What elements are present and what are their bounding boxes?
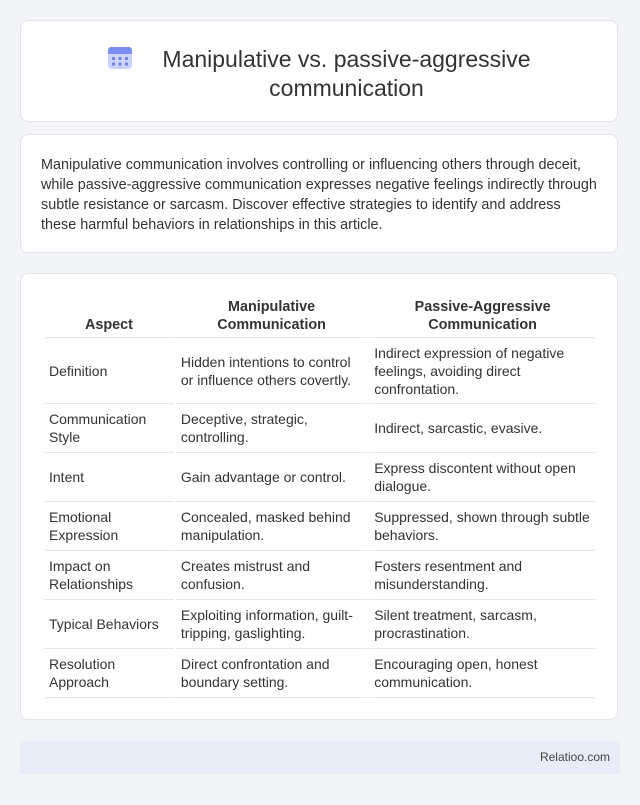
aspect-cell: Communication Style: [44, 404, 174, 453]
passive-aggressive-cell: Express discontent without open dialogue.: [369, 453, 596, 502]
intro-card: [20, 134, 618, 253]
aspect-cell: Impact on Relationships: [44, 551, 174, 600]
table-row: [44, 404, 596, 453]
manipulative-cell: Gain advantage or control.: [176, 453, 367, 502]
passive-aggressive-cell: Silent treatment, sarcasm, procrastination.: [369, 600, 596, 649]
manipulative-cell: Exploiting information, guilt-tripping, gaslighting.: [176, 600, 367, 649]
header-manipulative: Manipulative Communication: [176, 295, 367, 338]
title-card: [20, 20, 618, 122]
aspect-cell: Intent: [44, 453, 174, 502]
manipulative-cell: Hidden intentions to control or influence others covertly.: [176, 338, 367, 404]
comparison-table: [42, 295, 598, 698]
table-row: [44, 551, 596, 600]
table-row: [44, 338, 596, 404]
table-row: [44, 453, 596, 502]
passive-aggressive-cell: Encouraging open, honest communication.: [369, 649, 596, 698]
aspect-cell: Definition: [44, 338, 174, 404]
passive-aggressive-cell: Suppressed, shown through subtle behaviors.: [369, 502, 596, 551]
footer-bar: [20, 741, 620, 774]
page-title: Manipulative vs. passive-aggressive communication: [162, 46, 531, 101]
manipulative-cell: Deceptive, strategic, controlling.: [176, 404, 367, 453]
manipulative-cell: Direct confrontation and boundary setting.: [176, 649, 367, 698]
table-row: [44, 649, 596, 698]
table-row: [44, 600, 596, 649]
table-header-row: [44, 295, 596, 338]
header-passive-aggressive: Passive-Aggressive Communication: [369, 295, 596, 338]
intro-paragraph: Manipulative communication involves controlling or influencing others through deceit, while passive-aggressive communication expresses negative feelings indirectly through subtle resistance or sarcasm. Discover effective strategies to identify and address these harmful behaviors in relationships in this article.: [41, 157, 597, 233]
footer-brand-link[interactable]: Relatioo.com: [539, 750, 610, 764]
passive-aggressive-cell: Fosters resentment and misunderstanding.: [369, 551, 596, 600]
manipulative-cell: Creates mistrust and confusion.: [176, 551, 367, 600]
comparison-card: [20, 273, 618, 720]
table-row: [44, 502, 596, 551]
aspect-cell: Resolution Approach: [44, 649, 174, 698]
passive-aggressive-cell: Indirect, sarcastic, evasive.: [369, 404, 596, 453]
manipulative-cell: Concealed, masked behind manipulation.: [176, 502, 367, 551]
aspect-cell: Typical Behaviors: [44, 600, 174, 649]
passive-aggressive-cell: Indirect expression of negative feelings, avoiding direct confrontation.: [369, 338, 596, 404]
aspect-cell: Emotional Expression: [44, 502, 174, 551]
header-aspect: Aspect: [44, 295, 174, 338]
